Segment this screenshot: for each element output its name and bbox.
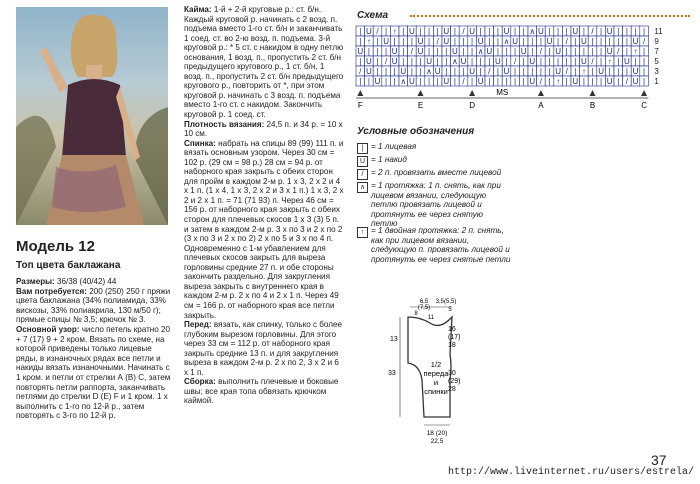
chart-symbol: | [514, 47, 517, 56]
chart-symbol: | [393, 67, 396, 76]
chart-symbol: | [574, 47, 577, 56]
chart-symbol: | [445, 47, 448, 56]
chart-symbol: | [557, 57, 560, 66]
chart-symbol: / [488, 67, 491, 76]
chart-symbol: | [462, 67, 465, 76]
front-text: вязать, как спинку, только с более глубоким вырезом горловины. Для этого через 33 см = 112 р. от наборного края закрыть средние 13 п. и для закругления выреза в каждом 2-м р. 2 x по 2, 3 x 2 и 6 x 1 п. [184, 320, 342, 377]
chart-symbol: | [574, 37, 577, 46]
chart-symbol: | [548, 47, 551, 56]
chart-symbol: | [393, 77, 396, 86]
chart-grid [356, 26, 648, 86]
chart-symbol: / [376, 27, 379, 36]
piece-fraction: 1/2 переда и спинки [423, 360, 449, 396]
chart-symbol: | [548, 27, 551, 36]
chart-symbol: U [366, 57, 372, 66]
k2tog-symbol-icon: / [357, 169, 368, 180]
chart-symbol: | [557, 37, 560, 46]
materials-value: 200 (250) 250 г пряжи цвета баклажана (34% полиамида, 33% вискозы, 33% полиакрила, 130 м/50 г); прямые спицы № 3,5; крючок № 3. [16, 286, 171, 325]
chart-symbol: | [591, 47, 594, 56]
chart-symbol: | [471, 57, 474, 66]
chart-symbol: U [572, 77, 579, 86]
chart-symbol: | [367, 47, 370, 56]
repeat-arrow-letter: B [589, 101, 596, 110]
chart-symbol: | [625, 67, 628, 76]
model-photo [16, 7, 168, 225]
right-body-1: 30 [448, 370, 456, 377]
chart-symbol: | [496, 77, 499, 86]
pattern-schematic [380, 295, 480, 445]
legend-item-yarn-over: U = 1 накид [357, 155, 657, 167]
chart-symbol: | [496, 37, 499, 46]
chart-symbol: U [443, 27, 450, 36]
chart-center-label: MS [496, 88, 509, 97]
chart-symbol: U [452, 47, 458, 56]
border-label: Кайма: [184, 5, 212, 14]
chart-symbol: U [606, 47, 613, 56]
chart-symbol: | [548, 57, 551, 66]
center-top-value: 11 [427, 315, 435, 321]
chart-symbol: ∧ [477, 47, 484, 56]
chart-symbol: ↑ [392, 27, 397, 36]
chart-symbol: | [522, 37, 525, 46]
chart-symbol: | [359, 37, 362, 46]
chart-symbol: | [591, 67, 594, 76]
chart-symbol: | [453, 67, 456, 76]
chart-symbol: | [359, 77, 362, 86]
chart-symbol: | [471, 47, 474, 56]
repeat-arrow-letter: F [357, 101, 363, 110]
repeat-arrow [641, 90, 647, 96]
chart-symbol: | [488, 37, 491, 46]
chart-symbol: | [600, 27, 603, 36]
chart-symbol: U [624, 57, 630, 66]
chart-symbol: / [617, 47, 620, 56]
gauge-label: Плотность вязания: [184, 119, 265, 129]
chart-repeat-arrows [356, 88, 648, 110]
materials-label: Вам потребуется: [16, 286, 87, 296]
scheme-divider [410, 15, 690, 17]
front-label: Перед: [184, 320, 212, 330]
chart-symbol: U [529, 77, 536, 86]
chart-symbol: | [496, 47, 499, 56]
skp-symbol-icon: ∧ [357, 182, 368, 193]
chart-symbol: ↑ [556, 77, 561, 86]
chart-symbol: | [376, 47, 379, 56]
chart-symbol: | [402, 57, 405, 66]
chart-symbol: | [617, 67, 620, 76]
chart-symbol: | [514, 77, 517, 86]
chart-symbol: / [410, 47, 414, 56]
chart-symbol: | [565, 27, 568, 36]
chart-symbol: U [529, 57, 536, 66]
model-title: Модель 12 [16, 238, 95, 255]
chart-symbol: U [546, 37, 553, 46]
chart-symbol: | [625, 27, 628, 36]
chart-symbol: | [591, 37, 594, 46]
chart-symbol: U [555, 47, 561, 56]
right-height-1: 16 [448, 326, 456, 333]
chart-symbol: / [462, 77, 465, 86]
repeat-arrow-letter: E [417, 101, 424, 110]
chart-symbol: | [600, 57, 603, 66]
chart-symbol: | [539, 57, 542, 66]
chart-symbol: | [539, 37, 542, 46]
chart-symbol: U [581, 37, 587, 46]
chart-symbol: | [428, 27, 431, 36]
left-body-height: 33 [388, 370, 396, 377]
top-width-c: 8 [414, 311, 418, 317]
chart-symbol: U [469, 67, 475, 76]
chart-symbol: | [479, 67, 482, 76]
chart-symbol: | [582, 47, 585, 56]
chart-symbol: | [419, 27, 422, 36]
chart-symbol: | [608, 37, 611, 46]
chart-symbol: | [617, 57, 620, 66]
chart-symbol: | [376, 67, 379, 76]
chart-symbol: | [419, 67, 422, 76]
chart-symbol: | [453, 37, 456, 46]
chart-symbol: | [617, 77, 620, 86]
chart-symbol: | [600, 37, 603, 46]
chart-symbol: U [409, 27, 415, 36]
repeat-arrow-letter: D [469, 101, 475, 110]
chart-symbol: U [598, 67, 604, 76]
bottom-width-2: 22,5 [430, 438, 444, 445]
top-width-b: (7,5) [417, 305, 431, 311]
chart-symbol: | [531, 37, 534, 46]
chart-symbol: | [479, 27, 482, 36]
chart-symbol: | [393, 37, 396, 46]
chart-symbol: | [600, 47, 603, 56]
chart-symbol: U [606, 27, 613, 36]
chart-symbol: | [625, 37, 628, 46]
chart-symbol: | [514, 27, 517, 36]
chart-symbol: | [643, 27, 646, 36]
chart-symbol: U [495, 57, 501, 66]
chart-symbol: | [428, 37, 431, 46]
middle-instructions [184, 5, 344, 406]
chart-symbol: / [436, 37, 439, 46]
chart-symbol: | [359, 27, 362, 36]
chart-symbol: U [417, 37, 424, 46]
chart-symbol: | [402, 37, 405, 46]
chart-symbol: U [512, 37, 518, 46]
legend-item-k2tog: / = 2 п. провязать вместе лицевой [357, 168, 657, 180]
chart-symbol: | [617, 27, 620, 36]
chart-symbol: U [460, 57, 467, 66]
top-width-a: 6,5 [419, 299, 429, 305]
chart-symbol: U [374, 77, 381, 86]
chart-symbol: | [479, 57, 482, 66]
chart-symbol: | [428, 77, 431, 86]
chart-row-number: 1 [654, 77, 659, 86]
chart-symbol: / [591, 27, 594, 36]
chart-symbol: | [591, 77, 594, 86]
page-number: 37 [651, 452, 667, 468]
chart-symbol: / [539, 47, 543, 56]
chart-symbol: | [539, 67, 542, 76]
chart-symbol: | [505, 57, 508, 66]
chart-symbol: | [402, 27, 405, 36]
chart-symbol: | [462, 37, 465, 46]
model-subtitle: Топ цвета баклажана [16, 260, 121, 271]
chart-symbol: | [557, 27, 560, 36]
chart-symbol: / [591, 57, 594, 66]
left-armhole-height: 13 [390, 336, 398, 343]
chart-symbol: | [385, 27, 388, 36]
chart-symbol: | [600, 77, 603, 86]
chart-symbol: U [477, 77, 484, 86]
chart-symbol: | [436, 57, 439, 66]
repeat-arrow [469, 90, 475, 96]
chart-symbol: U [581, 57, 587, 66]
back-text: набрать на спицы 89 (99) 111 п. и вязать основным узором. Через 30 см = 102 р. (29 см = 98 р.) 28 см = 94 р. от наборного края закрыть с обеих сторон для пройм в каждом 2-м р. 1 x 3, 2 x 2 и 4 x 1 п. (1 x 4, 1 x 3, 2 x 2 и 3 x 1 п.) 1 x 3, 2 x 2 и 2 x 1 п. = 71 (71 93) п. Через 46 см = 156 р. от наборного края закрыть с обеих сторон для плечевых скосов 1 x 3 (3) 5 п. и затем в каждом 2-м р. 3 x по 3 и 2 x по 2 (3 x по 3 и 2 x по 2) 2 x по 5 и 3 x по 4 п. Одновременно с 1-м убавлением для плечевых скосов закрыть для выреза горловины средние 27 п. и обе стороны закончить раздельно. Для закругления выреза закрыть с внутреннего края в каждом 2-м р. 2 x по 4 и 2 x 1 п. Через 49 см = 166 р. от наборного края все петли закрыть. [184, 138, 344, 320]
chart-symbol: | [402, 47, 405, 56]
right-height-3: 18 [448, 342, 456, 349]
chart-symbol: | [625, 47, 628, 56]
chart-symbol: | [643, 57, 646, 66]
chart-symbol: | [436, 77, 439, 86]
chart-symbol: | [471, 37, 474, 46]
chart-symbol: ∧ [503, 37, 510, 46]
chart-symbol: | [445, 67, 448, 76]
chart-symbol: U [400, 67, 407, 76]
chart-symbol: | [496, 27, 499, 36]
chart-symbol: ↑ [607, 57, 612, 66]
chart-symbol: | [643, 77, 646, 86]
legend-item-knit: | = 1 лицевая [357, 142, 657, 154]
top-width-d: 3,5(5,5) [435, 299, 457, 305]
chart-symbol: | [634, 57, 637, 66]
chart-row-numbers [654, 27, 663, 86]
chart-symbol: | [548, 77, 551, 86]
chart-symbol: U [572, 27, 579, 36]
chart-symbol: | [574, 67, 577, 76]
knit-symbol-icon: | [357, 143, 368, 154]
chart-symbol: | [488, 57, 491, 66]
chart-symbol: | [410, 57, 413, 66]
chart-symbol: U [486, 47, 493, 56]
chart-symbol: / [642, 37, 646, 46]
right-body-3: 28 [448, 386, 456, 393]
chart-symbol: U [477, 37, 484, 46]
chart-symbol: U [538, 27, 544, 36]
chart-symbol: U [391, 57, 398, 66]
border-text: 1-й + 2-й круговые р.: ст. б/н. Каждый круговой р. начинать с 2 возд. п. подъема вместо 1-го ст. б/н и заканчивать 1 соед. ст. во 2-ю возд. п. подъема. 3-й круговой р.: * 5 ст. с накидом в одну петлю основания, 1 возд. п., пропустить 2 ст. б/н предыдущего кругового р., 1 ст. б/н, 1 возд. п., пропустить 2 ст. б/н предыдущего кругового р., повторить от *, при этом круговой р. начинать с 3 возд. п. подъема вместо 1-го ст. с накидом. Закончить круговой р. 1 соед. ст. [184, 5, 344, 120]
chart-symbol: U [443, 77, 450, 86]
double-skp-symbol-icon: ↑ [357, 227, 368, 238]
chart-symbol: U [417, 47, 424, 56]
chart-symbol: | [496, 67, 499, 76]
chart-symbol: ∧ [451, 57, 458, 66]
chart-symbol: | [359, 57, 362, 66]
chart-symbol: | [385, 47, 388, 56]
chart-symbol: | [514, 67, 517, 76]
assembly-text: выполнить плечевые и боковые швы; все края топа обвязать крючком каймой. [184, 377, 339, 406]
chart-symbol: | [565, 57, 568, 66]
chart-symbol: / [513, 57, 517, 66]
knitting-chart [352, 22, 692, 118]
right-body-2: (29) [448, 378, 461, 385]
chart-symbol: U [503, 27, 510, 36]
chart-symbol: U [503, 67, 510, 76]
chart-symbol: | [582, 27, 585, 36]
chart-symbol: U [366, 67, 372, 76]
chart-symbol: ↑ [633, 47, 638, 56]
chart-symbol: | [643, 47, 646, 56]
chart-row-number: 3 [654, 67, 659, 76]
chart-symbol: | [445, 57, 448, 66]
pattern-value: число петель кратно 20 + 7 (17) 9 + 2 кром. Вязать по схеме, на которой приведены только лицевые ряды, в изнаночных рядах все петли и накиды вязать изнаночными. Начинать с 1 кром. и петли от стрелки А (В) С, затем повторять петли раппорта, заканчивать петлями до стрелки D (E) F и 1 кром. 1 x выполнить с 1-го по 12-й р., затем повторять с 3-го по 12-й р. [16, 324, 171, 421]
chart-symbol: | [410, 67, 413, 76]
assembly-label: Сборка: [184, 377, 216, 387]
chart-symbol: / [625, 77, 629, 86]
legend-title: Условные обозначения [357, 126, 475, 137]
chart-symbol: / [359, 67, 362, 76]
left-instructions [16, 277, 174, 421]
chart-symbol: U [606, 77, 613, 86]
chart-symbol: U [426, 57, 432, 66]
chart-symbol: | [505, 47, 508, 56]
chart-symbol: | [471, 77, 474, 86]
chart-symbol: | [634, 27, 637, 36]
chart-symbol: | [643, 67, 646, 76]
chart-row-number: 5 [654, 57, 659, 66]
chart-row-number: 9 [654, 37, 659, 46]
chart-symbol: U [632, 77, 639, 86]
gauge-text: 24,5 п. и 34 р. = 10 x 10 см. [184, 119, 343, 139]
chart-symbol: | [522, 77, 525, 86]
chart-symbol: | [548, 67, 551, 76]
chart-symbol: | [565, 77, 568, 86]
chart-symbol: U [391, 47, 398, 56]
source-url: http://www.liveinternet.ru/users/estrela/ [448, 467, 695, 478]
yarn-over-symbol-icon: U [357, 156, 368, 167]
chart-symbol: ∧ [400, 77, 407, 86]
repeat-arrow [590, 90, 596, 96]
scheme-title: Схема [357, 10, 389, 21]
chart-symbol: U [366, 27, 372, 36]
chart-symbol: | [488, 77, 491, 86]
chart-symbol: ↑ [366, 37, 371, 46]
chart-symbol: U [632, 37, 639, 46]
sizes-label: Размеры: [16, 277, 55, 286]
chart-symbol: | [565, 47, 568, 56]
chart-symbol: | [505, 77, 508, 86]
repeat-arrow [418, 90, 424, 96]
chart-symbol: | [617, 37, 620, 46]
chart-symbol: | [367, 77, 370, 86]
chart-symbol: | [385, 77, 388, 86]
chart-symbol: | [376, 37, 379, 46]
chart-symbol: | [436, 27, 439, 36]
chart-row-number: 11 [654, 27, 663, 36]
chart-symbol: | [453, 27, 456, 36]
chart-symbol: U [632, 67, 639, 76]
back-label: Спинка: [184, 138, 216, 148]
chart-symbol: | [385, 67, 388, 76]
chart-symbol: ↑ [581, 67, 586, 76]
chart-symbol: | [419, 57, 422, 66]
chart-symbol: | [410, 37, 413, 46]
right-height-2: (17) [448, 334, 461, 341]
chart-symbol: | [522, 67, 525, 76]
chart-symbol: | [531, 47, 534, 56]
chart-symbol: U [357, 47, 364, 56]
chart-symbol: | [608, 67, 611, 76]
pattern-label: Основной узор: [16, 324, 80, 334]
chart-row-number: 7 [654, 47, 659, 56]
chart-symbol: U [443, 37, 450, 46]
repeat-arrow-letter: A [538, 101, 544, 110]
chart-symbol: / [565, 67, 568, 76]
chart-symbol: | [582, 77, 585, 86]
chart-symbol: U [555, 67, 561, 76]
chart-symbol: U [409, 77, 415, 86]
repeat-arrow [357, 90, 363, 96]
top-width-e: 5 [448, 307, 452, 313]
chart-symbol: | [522, 57, 525, 66]
chart-symbol: | [574, 57, 577, 66]
chart-symbol: | [419, 77, 422, 86]
bottom-width-1: 18 (20) [426, 430, 448, 437]
chart-symbol: / [565, 37, 568, 46]
chart-symbol: / [539, 77, 543, 86]
chart-symbol: | [462, 47, 465, 56]
chart-symbol: | [428, 47, 431, 56]
chart-symbol: U [469, 27, 475, 36]
sizes-value: 36/38 (40/42) 44 [57, 277, 117, 286]
chart-symbol: / [384, 57, 388, 66]
legend-item-double-skp: ↑ = 1 двойная протяжка: 2 п. снять, как при лицевом вязании, следующую п. провязать лицевой и протянуть ее через снятые петли [357, 226, 657, 264]
chart-symbol: ∧ [529, 27, 536, 36]
chart-symbol: U [383, 37, 389, 46]
chart-symbol: | [531, 67, 534, 76]
chart-symbol: U [520, 47, 527, 56]
repeat-arrow-letter: C [641, 101, 647, 110]
chart-symbol: | [436, 47, 439, 56]
model-illustration [16, 7, 168, 225]
legend-item-skp: ∧ = 1 протяжка: 1 п. снять, как при лицевом вязании, следующую петлю провязать лицевой и протянуть ее через снятую петлю [357, 181, 657, 229]
repeat-arrow [538, 90, 544, 96]
chart-symbol: / [462, 27, 465, 36]
chart-symbol: | [522, 27, 525, 36]
chart-symbol: | [453, 77, 456, 86]
chart-symbol: | [488, 27, 491, 36]
chart-symbol: | [376, 57, 379, 66]
chart-symbol: U [434, 67, 441, 76]
chart-symbol: ∧ [426, 67, 433, 76]
